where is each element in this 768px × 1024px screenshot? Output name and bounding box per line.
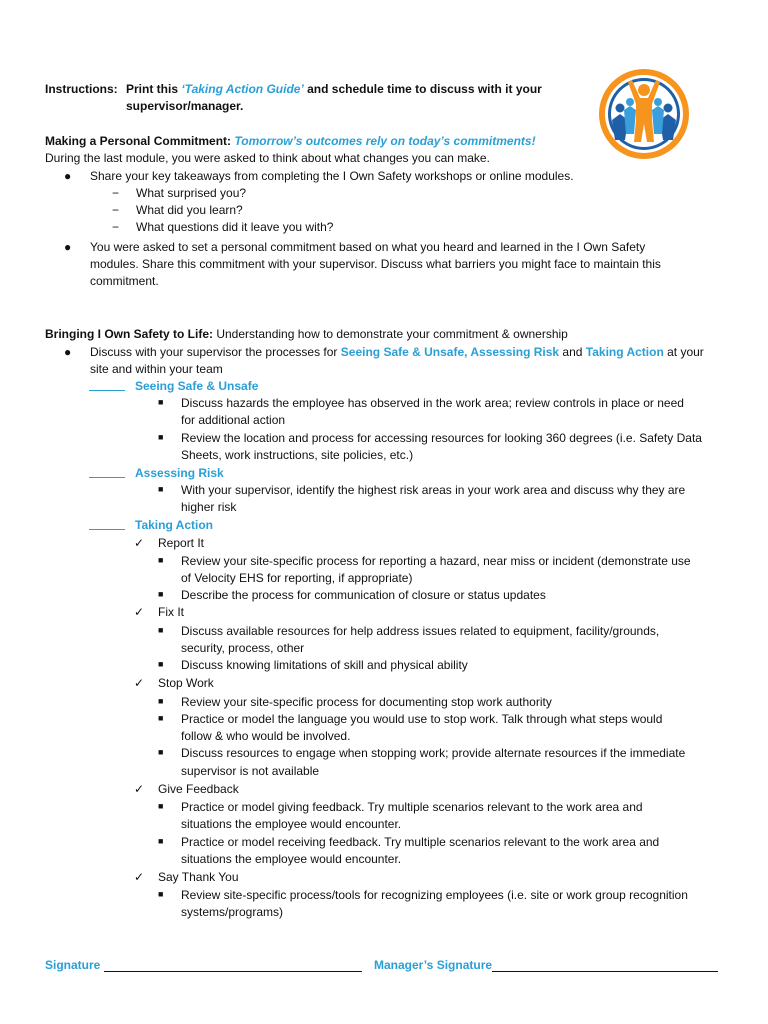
item-text: situations the employee would encounter. bbox=[181, 852, 402, 866]
manager-signature-line[interactable] bbox=[492, 959, 718, 972]
subsection-title: Give Feedback bbox=[158, 782, 239, 796]
discuss-line2: site and within your team bbox=[90, 362, 223, 376]
signature-row bbox=[45, 958, 362, 972]
item-text: Discuss available resources for help address issues related to equipment, facility/grounds, bbox=[181, 624, 660, 638]
bullet-text: You were asked to set a personal commitment based on what you heard and learned in the I Own Safety bbox=[90, 240, 646, 254]
and-text: and bbox=[559, 345, 586, 359]
item-text: Discuss knowing limitations of skill and physical ability bbox=[181, 658, 468, 672]
item-text: for additional action bbox=[181, 413, 286, 427]
subsection-title: Say Thank You bbox=[158, 870, 239, 884]
item-text: Review site-specific process/tools for recognizing employees (i.e. site or work group recognition bbox=[181, 888, 688, 902]
bullet-icon: ● bbox=[64, 345, 72, 359]
print-suffix: and schedule time to discuss with it your bbox=[303, 82, 542, 96]
item-text: Sheets, work instructions, site policies, etc.) bbox=[181, 448, 414, 462]
commitment-intro: During the last module, you were asked to think about what changes you can make. bbox=[45, 151, 490, 165]
checkoff-blank[interactable] bbox=[89, 379, 125, 391]
item-text: With your supervisor, identify the highest risk areas in your work area and discuss why they are bbox=[181, 483, 686, 497]
item-text: Discuss resources to engage when stopping work; provide alternate resources if the immediate bbox=[181, 746, 686, 760]
manager-signature-row bbox=[374, 958, 718, 972]
signature-label: Signature bbox=[45, 958, 101, 972]
square-bullet-icon: ■ bbox=[158, 625, 164, 635]
question-text: What did you learn? bbox=[136, 203, 243, 217]
checkoff-blank[interactable] bbox=[89, 466, 125, 478]
item-text: situations the employee would encounter. bbox=[181, 817, 402, 831]
subsection-title: Stop Work bbox=[158, 676, 214, 690]
commitment-tagline: Tomorrow’s outcomes rely on today’s commitments! bbox=[234, 134, 536, 148]
section-title: Seeing Safe & Unsafe bbox=[135, 379, 259, 393]
signature-line[interactable] bbox=[104, 959, 362, 972]
question-text: What surprised you? bbox=[136, 186, 247, 200]
square-bullet-icon: ■ bbox=[158, 801, 164, 811]
square-bullet-icon: ■ bbox=[158, 432, 164, 442]
item-text: Practice or model receiving feedback. Try multiple scenarios relevant to the work area and bbox=[181, 835, 660, 849]
square-bullet-icon: ■ bbox=[158, 889, 164, 899]
seeing-assessing-link: Seeing Safe & Unsafe, Assessing Risk bbox=[340, 345, 560, 359]
bullet-text: Share your key takeaways from completing the I Own Safety workshops or online modules. bbox=[90, 169, 574, 183]
item-text: follow & who would be involved. bbox=[181, 729, 351, 743]
bullet-text: modules. Share this commitment with your supervisor. Discuss what barriers you might face to maintain this bbox=[90, 257, 661, 271]
square-bullet-icon: ■ bbox=[158, 589, 164, 599]
square-bullet-icon: ■ bbox=[158, 747, 164, 757]
item-text: Describe the process for communication of closure or status updates bbox=[181, 588, 546, 602]
square-bullet-icon: ■ bbox=[158, 836, 164, 846]
bringing-heading: Bringing I Own Safety to Life: bbox=[45, 327, 213, 341]
square-bullet-icon: ■ bbox=[158, 696, 164, 706]
subsection-title: Report It bbox=[158, 536, 205, 550]
square-bullet-icon: ■ bbox=[158, 484, 164, 494]
item-text: security, process, other bbox=[181, 641, 305, 655]
checkoff-blank[interactable] bbox=[89, 518, 125, 530]
print-instruction-line2: supervisor/manager. bbox=[126, 99, 244, 113]
bringing-heading-rest: Understanding how to demonstrate your commitment & ownership bbox=[213, 327, 568, 341]
item-text: Practice or model giving feedback. Try multiple scenarios relevant to the work area and bbox=[181, 800, 643, 814]
guide-name: ‘Taking Action Guide’ bbox=[181, 82, 304, 96]
discuss-prefix: Discuss with your supervisor the processes for bbox=[90, 345, 341, 359]
print-instruction bbox=[126, 82, 542, 96]
bullet-icon: ● bbox=[64, 169, 72, 183]
checkmark-icon: ✓ bbox=[134, 605, 145, 619]
item-text: of Velocity EHS for reporting, if appropriate) bbox=[181, 571, 413, 585]
item-text: Review your site-specific process for documenting stop work authority bbox=[181, 695, 552, 709]
subsection-title: Fix It bbox=[158, 605, 184, 619]
bullet-icon: ● bbox=[64, 240, 72, 254]
checkmark-icon: ✓ bbox=[134, 782, 145, 796]
discuss-suffix: at your bbox=[663, 345, 704, 359]
item-text: supervisor is not available bbox=[181, 764, 320, 778]
item-text: Practice or model the language you would use to stop work. Talk through what steps would bbox=[181, 712, 663, 726]
checkmark-icon: ✓ bbox=[134, 536, 145, 550]
commitment-heading-line bbox=[45, 134, 536, 148]
people-celebrating-logo-icon bbox=[598, 68, 690, 160]
item-text: Discuss hazards the employee has observed in the work area; review controls in place or need bbox=[181, 396, 684, 410]
checkmark-icon: ✓ bbox=[134, 676, 145, 690]
square-bullet-icon: ■ bbox=[158, 397, 164, 407]
item-text: systems/programs) bbox=[181, 905, 284, 919]
square-bullet-icon: ■ bbox=[158, 555, 164, 565]
square-bullet-icon: ■ bbox=[158, 713, 164, 723]
section-title: Assessing Risk bbox=[135, 466, 224, 480]
item-text: higher risk bbox=[181, 500, 237, 514]
print-prefix: Print this bbox=[126, 82, 182, 96]
instructions-label: Instructions: bbox=[45, 82, 118, 96]
taking-action-link: Taking Action bbox=[585, 345, 664, 359]
item-text: Review the location and process for accessing resources for looking 360 degrees (i.e. Safety Data bbox=[181, 431, 702, 445]
section-title: Taking Action bbox=[135, 518, 213, 532]
manager-signature-label: Manager’s Signature bbox=[374, 958, 493, 972]
square-bullet-icon: ■ bbox=[158, 659, 164, 669]
bringing-heading-line bbox=[45, 327, 568, 341]
item-text: Review your site-specific process for reporting a hazard, near miss or incident (demonstrate use bbox=[181, 554, 691, 568]
instructions-line bbox=[45, 82, 118, 96]
checkmark-icon: ✓ bbox=[134, 870, 145, 884]
bullet-text: commitment. bbox=[90, 274, 159, 288]
question-text: What questions did it leave you with? bbox=[136, 220, 334, 234]
commitment-heading: Making a Personal Commitment: bbox=[45, 134, 232, 148]
